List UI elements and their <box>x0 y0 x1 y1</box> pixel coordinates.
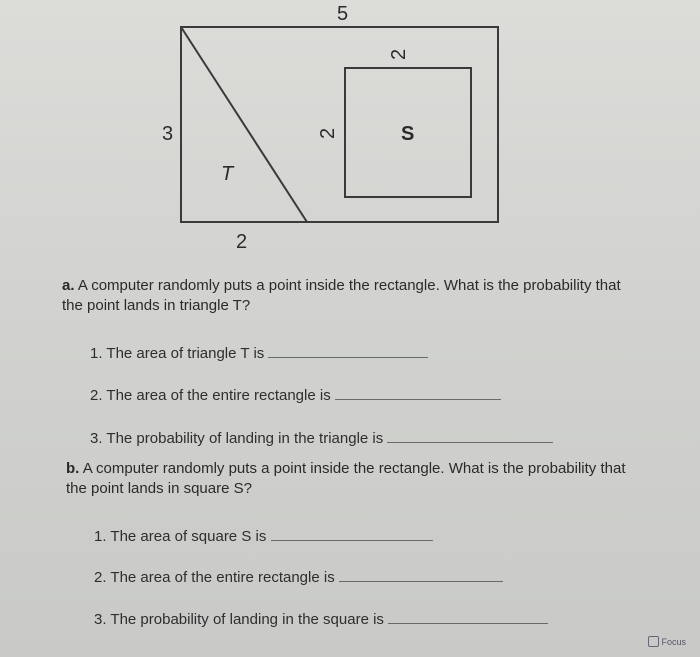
item-text: 2. The area of the entire rectangle is <box>94 569 335 586</box>
question-a-item-2 <box>90 387 501 404</box>
focus-label: Focus <box>661 636 686 647</box>
answer-blank[interactable] <box>268 345 428 358</box>
rect-top-label: 5 <box>337 3 349 25</box>
square-label: S <box>401 123 415 145</box>
question-b-item-3 <box>94 611 548 628</box>
triangle-side-label: 2 <box>317 127 339 139</box>
question-a-item-1 <box>90 345 428 362</box>
triangle-hypotenuse <box>181 27 307 222</box>
answer-blank[interactable] <box>339 569 503 582</box>
question-b-text: A computer randomly puts a point inside the rectangle. What is the probability that the point lands in square S? <box>66 460 626 497</box>
outer-rectangle <box>181 27 498 222</box>
question-a-text: A computer randomly puts a point inside the rectangle. What is the probability that the point lands in triangle T? <box>62 277 621 314</box>
question-a <box>62 276 642 316</box>
rect-left-label: 3 <box>162 123 174 145</box>
rect-bottom-label: 2 <box>236 231 248 253</box>
item-text: 1. The area of square S is <box>94 528 267 545</box>
focus-button[interactable] <box>648 636 686 647</box>
item-text: 2. The area of the entire rectangle is <box>90 387 331 404</box>
item-text: 3. The probability of landing in the square is <box>94 611 384 628</box>
item-text: 1. The area of triangle T is <box>90 345 265 362</box>
answer-blank[interactable] <box>335 387 501 400</box>
answer-blank[interactable] <box>388 611 548 624</box>
geometry-figure <box>0 0 700 260</box>
square-top-label: 2 <box>388 48 410 60</box>
question-b-letter: b. <box>66 460 80 477</box>
focus-icon <box>648 636 659 647</box>
item-text: 3. The probability of landing in the triangle is <box>90 430 384 447</box>
question-b-item-2 <box>94 569 503 586</box>
answer-blank[interactable] <box>271 528 433 541</box>
question-a-item-3 <box>90 430 553 447</box>
answer-blank[interactable] <box>387 430 553 443</box>
question-b-item-1 <box>94 528 433 545</box>
triangle-label: T <box>221 163 234 185</box>
question-b <box>66 459 646 499</box>
question-a-letter: a. <box>62 277 75 294</box>
